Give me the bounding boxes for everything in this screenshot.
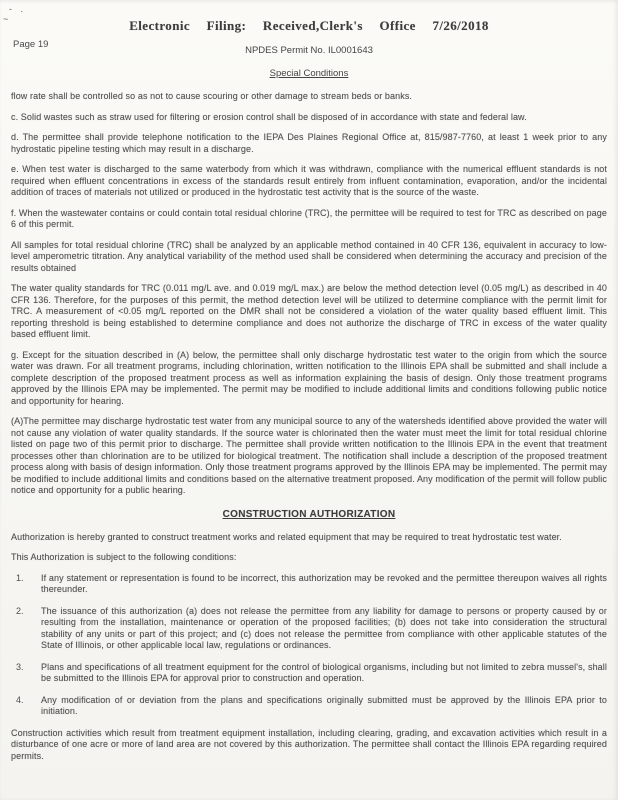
condition-item — [11, 606, 607, 652]
condition-number: 4. — [16, 694, 24, 705]
condition-number: 2. — [16, 605, 24, 616]
paragraph-condition-g: g. Except for the situation described in (A) below, the permittee shall only discharge hydrostatic test water to the origin from which the source water was drawn. For all treatment programs, including chlorination, written notification to the Illinois EPA shall be submitted and shall include a complete description of the proposed treatment process as well as information explaining the basis of design. Only those treatment programs approved by the Illinois EPA may be implemented. The permit may be modified to include additional limits and conditions following public notice and opportunity for hearing. — [11, 349, 607, 406]
page-number: Page 19 — [13, 39, 49, 50]
condition-item — [11, 695, 607, 718]
condition-number: 1. — [16, 572, 24, 583]
header-row — [11, 37, 607, 57]
closing-paragraph: Construction activities which result from treatment equipment installation, including clearing, grading, and excavation activities which result in a disturbance of one acre or more of land area are not covered by this authorization. The permittee shall contact the Illinois EPA regarding required permits. — [11, 727, 607, 761]
scan-artifact: ~ — [3, 14, 9, 24]
paragraph-condition-d: d. The permittee shall provide telephone notification to the IEPA Des Plaines Regional Office at, 815/987-7760, at least 1 week prior to any hydrostatic pipeline testing which may result in a discharge. — [11, 132, 607, 154]
paragraph-trc-samples: All samples for total residual chlorine (TRC) shall be analyzed by an applicable method contained in 40 CFR 136, equivalent in accuracy to low-level amperometric titration. Any analytical variability of the method used shall be considered when determining the accuracy and precision of the results obtained — [11, 239, 607, 273]
permit-number: NPDES Permit No. IL0001643 — [245, 45, 373, 56]
paragraph-condition-c: c. Solid wastes such as straw used for filtering or erosion control shall be disposed of in accordance with state and federal law. — [11, 111, 527, 122]
condition-number: 3. — [16, 661, 24, 672]
paragraph-condition-g-a: (A)The permittee may discharge hydrostatic test water from any municipal source to any of the watersheds identified above provided the water will not cause any violation of water quality standards. If the source water is chlorinated then the water must meet the limit for total residual chlorine listed on page two of this permit prior to discharge. The permittee shall provide written notification to the Illinois EPA in the event that treatment processes other than chlorination are to be utilized for biological treatment. The notification shall include a description of the proposed treatment process along with basis of design information. Only those treatment programs approved by the Illinois EPA may be implemented. The permit may be modified to include additional limits and conditions based on the alternative treatment proposed. Any modification of the permit will follow public notice and opportunity for a public hearing. — [11, 416, 607, 495]
condition-item — [11, 573, 607, 596]
paragraph-condition-e: e. When test water is discharged to the same waterbody from which it was withdrawn, compliance with the numerical effluent standards is not required when effluent concentrations in excess of the standards result entirely from influent contamination, evaporation, and/or the incidental addition of traces of materials not utilized or produced in the hydrostatic test activity that is the source of the waste. — [11, 164, 607, 197]
filing-header: Electronic Filing: Received,Clerk's Office 7/26/2018 — [129, 18, 489, 33]
authorization-intro: Authorization is hereby granted to construct treatment works and related equipment that may be required to treat hydrostatic test water. — [11, 531, 562, 542]
condition-text: Plans and specifications of all treatment equipment for the control of biological organisms, including but not limited to zebra mussel's, shall be submitted to the Illinois EPA for approval prior to construction and operation. — [41, 661, 607, 683]
paragraph-flow-rate: flow rate shall be controlled so as not to cause scouring or other damage to stream beds or banks. — [11, 91, 413, 101]
special-conditions-title: Special Conditions — [269, 68, 349, 79]
construction-authorization-title: CONSTRUCTION AUTHORIZATION — [222, 508, 396, 520]
condition-text: If any statement or representation is found to be incorrect, this authorization may be revoked and the permittee thereupon waives all rights thereunder. — [41, 572, 607, 594]
authorization-subject-line: This Authorization is subject to the following conditions: — [11, 552, 237, 562]
condition-text: The issuance of this authorization (a) does not release the permittee from any liability for damage to persons or property caused by or resulting from the installation, maintenance or operation of the proposed facilities; (b) does not take into consideration the structural stability of any units or part of this project; and (c) does not release the permittee from compliance with other applicable statutes of the State of Illinois, or other applicable local law, regulations or ordinances. — [41, 605, 607, 650]
condition-text: Any modification of or deviation from the plans and specifications originally submitted must be approved by the Illinois EPA prior to initiation. — [41, 694, 607, 716]
scan-artifact: - . — [9, 4, 26, 14]
condition-item — [11, 662, 607, 685]
paragraph-trc-standards: The water quality standards for TRC (0.011 mg/L ave. and 0.019 mg/L max.) are below the method detection level (0.05 mg/L) as described in 40 CFR 136. Therefore, for the purposes of this permit, the method detection level will be utilized to determine compliance with the permit limit for TRC. A measurement of <0.05 mg/L reported on the DMR shall not be considered a violation of the water quality based effluent limit. This reporting threshold is being established to determine compliance and does not authorize the discharge of TRC in excess of the water quality based effluent limit. — [11, 283, 607, 339]
paragraph-condition-f: f. When the wastewater contains or could contain total residual chlorine (TRC), the permittee will be required to test for TRC as described on page 6 of this permit. — [11, 207, 607, 229]
